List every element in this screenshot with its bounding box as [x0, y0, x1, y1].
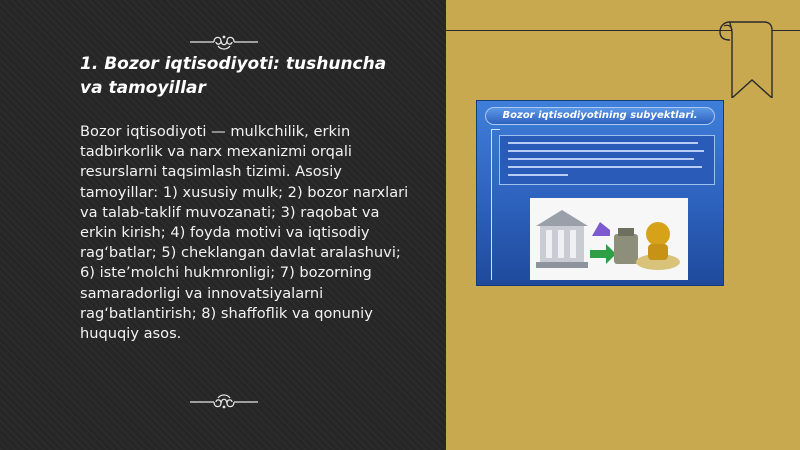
picture-header: Bozor iqtisodiyotining subyektlari.	[485, 107, 715, 125]
ornament-top-icon	[188, 32, 260, 52]
blurred-text-line	[508, 174, 568, 176]
blurred-text-line	[508, 150, 704, 152]
blurred-text-line	[508, 158, 694, 160]
slide-body-text: Bozor iqtisodiyoti — mulkchilik, erkin tadbirkorlik va narx mexanizmi orqali resurslarni taqsimlash tizimi. Asosiy tamoyillar: 1) xususiy mulk; 2) bozor narxlari va talab-taklif muvozanati; 3) raqobat va erkin kirish; 4) foyda motivi va iqtisodiy rag‘batlar; 5) cheklangan davlat aralashuvi; 6) iste’molchi hukmronligi; 7) bozorning samaradorligi va innovatsiyalarni rag‘batlantirish; 8) shaffoflik va qonuniy huquqiy asos.	[80, 123, 409, 343]
ornament-bottom-icon	[188, 392, 260, 412]
picture-text-box	[499, 135, 715, 185]
bank-money-illustration	[530, 198, 688, 280]
picture-illustration	[530, 198, 688, 280]
blurred-text-line	[508, 142, 698, 144]
blurred-text-line	[508, 166, 702, 168]
slide-picture	[476, 100, 724, 286]
bookmark-icon	[716, 16, 776, 98]
slide-title: 1. Bozor iqtisodiyoti: tushuncha va tamoyillar	[80, 54, 387, 98]
